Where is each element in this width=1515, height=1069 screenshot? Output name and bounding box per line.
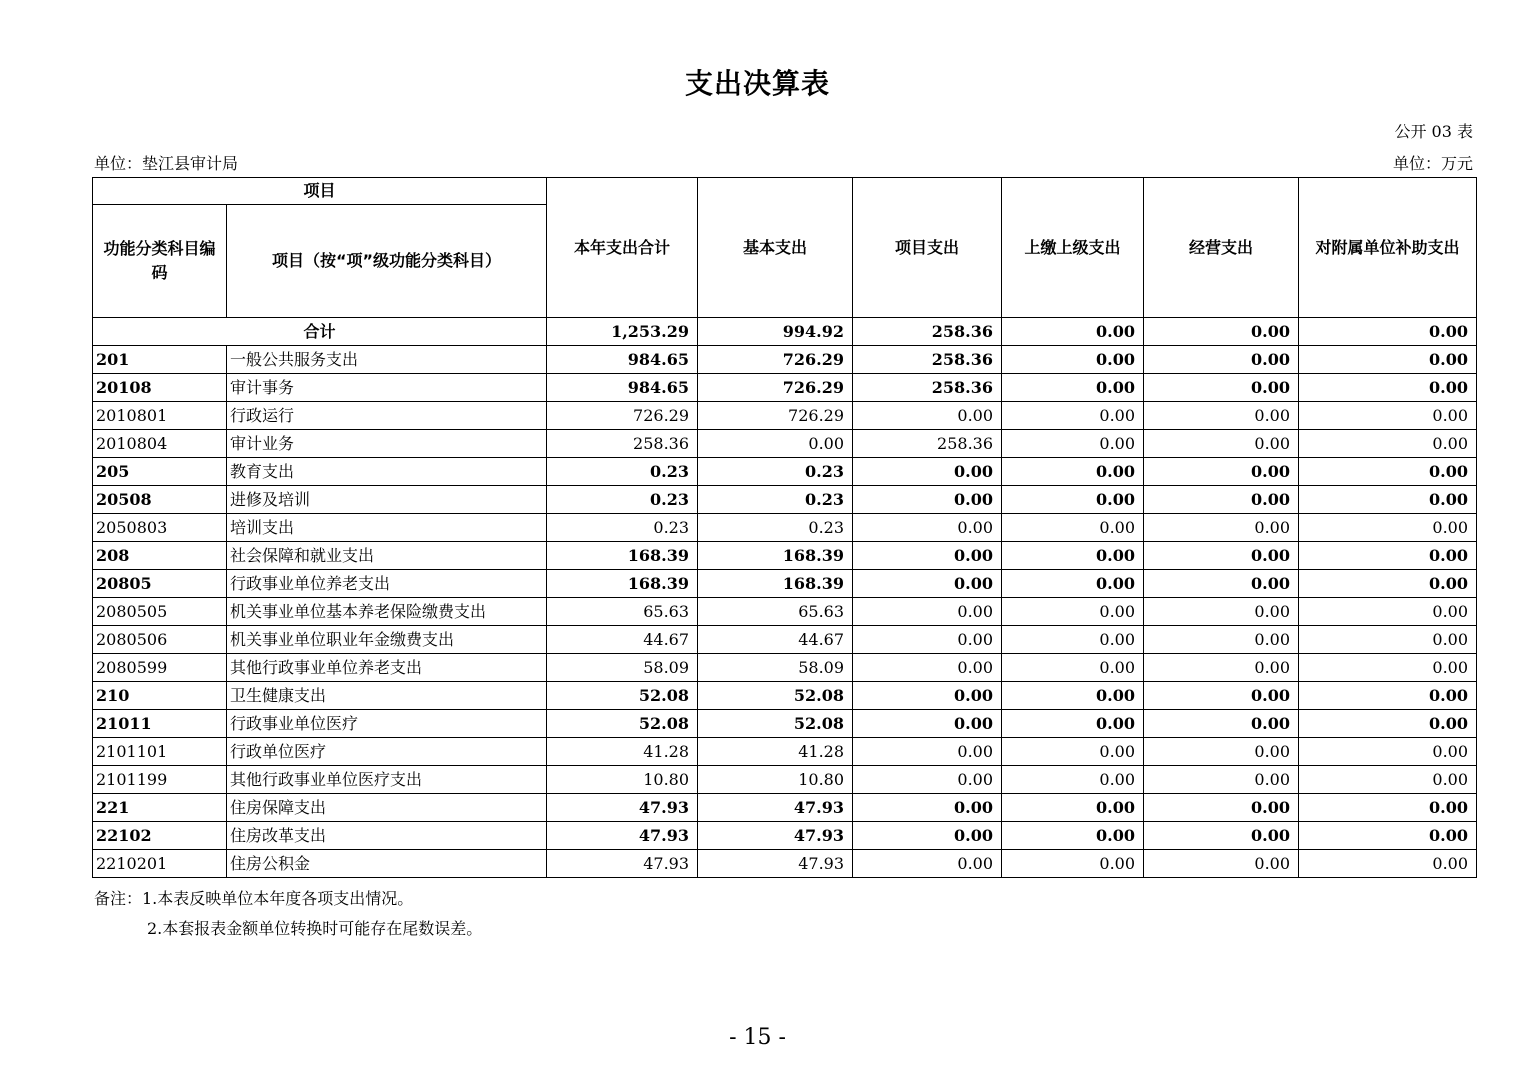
- row-value: 47.93: [547, 794, 698, 822]
- row-value: 726.29: [698, 346, 853, 374]
- row-code: 22102: [93, 822, 227, 850]
- row-value: 0.00: [1144, 402, 1299, 430]
- row-name: 住房改革支出: [227, 822, 547, 850]
- total-cell: 258.36: [853, 318, 1002, 346]
- table-row: [93, 794, 1477, 822]
- row-name: 行政事业单位养老支出: [227, 570, 547, 598]
- row-value: 0.00: [1299, 458, 1477, 486]
- row-code: 2101101: [93, 738, 227, 766]
- table-row: [93, 682, 1477, 710]
- row-name: 进修及培训: [227, 486, 547, 514]
- row-name: 机关事业单位基本养老保险缴费支出: [227, 598, 547, 626]
- table-row: [93, 346, 1477, 374]
- row-value: 0.00: [1299, 374, 1477, 402]
- row-value: 0.00: [1299, 486, 1477, 514]
- row-value: 47.93: [547, 822, 698, 850]
- row-value: 726.29: [698, 374, 853, 402]
- row-value: 0.00: [1144, 850, 1299, 878]
- row-value: 44.67: [698, 626, 853, 654]
- row-code: 2050803: [93, 514, 227, 542]
- row-value: 0.00: [853, 738, 1002, 766]
- table-row: [93, 430, 1477, 458]
- row-value: 52.08: [698, 682, 853, 710]
- row-value: 0.00: [1002, 850, 1144, 878]
- row-value: 726.29: [547, 402, 698, 430]
- row-code: 20508: [93, 486, 227, 514]
- row-value: 0.00: [1144, 654, 1299, 682]
- row-name: 其他行政事业单位医疗支出: [227, 766, 547, 794]
- row-value: 0.23: [547, 486, 698, 514]
- row-value: 0.00: [1299, 402, 1477, 430]
- row-value: 47.93: [698, 822, 853, 850]
- row-value: 0.00: [1002, 598, 1144, 626]
- header-col-basic: 基本支出: [698, 178, 853, 318]
- header-col-subsidy: 对附属单位补助支出: [1299, 178, 1477, 318]
- row-value: 258.36: [853, 346, 1002, 374]
- row-value: 984.65: [547, 346, 698, 374]
- row-value: 0.00: [853, 850, 1002, 878]
- header-col-remit: 上缴上级支出: [1002, 178, 1144, 318]
- row-value: 0.00: [853, 710, 1002, 738]
- row-value: 258.36: [853, 374, 1002, 402]
- row-value: 0.00: [1002, 458, 1144, 486]
- table-row: [93, 542, 1477, 570]
- table-row: [93, 486, 1477, 514]
- row-code: 2080505: [93, 598, 227, 626]
- row-value: 258.36: [853, 430, 1002, 458]
- row-code: 21011: [93, 710, 227, 738]
- row-value: 52.08: [698, 710, 853, 738]
- row-value: 0.00: [1299, 682, 1477, 710]
- row-value: 47.93: [698, 850, 853, 878]
- row-value: 0.00: [698, 430, 853, 458]
- total-cell: 0.00: [1002, 318, 1144, 346]
- row-value: 0.00: [1144, 458, 1299, 486]
- row-value: 0.00: [1002, 430, 1144, 458]
- row-value: 0.00: [853, 514, 1002, 542]
- row-value: 0.00: [1144, 822, 1299, 850]
- table-row: [93, 402, 1477, 430]
- total-cell: 1,253.29: [547, 318, 698, 346]
- row-value: 0.00: [1002, 570, 1144, 598]
- row-code: 2210201: [93, 850, 227, 878]
- row-name: 机关事业单位职业年金缴费支出: [227, 626, 547, 654]
- row-code: 208: [93, 542, 227, 570]
- row-value: 0.00: [853, 598, 1002, 626]
- header-col-project: 项目支出: [853, 178, 1002, 318]
- row-value: 47.93: [698, 794, 853, 822]
- form-number: 公开 03 表: [1394, 122, 1473, 141]
- row-value: 0.00: [1299, 850, 1477, 878]
- row-name: 审计业务: [227, 430, 547, 458]
- row-value: 44.67: [547, 626, 698, 654]
- row-value: 0.00: [1299, 514, 1477, 542]
- row-value: 0.00: [1299, 542, 1477, 570]
- total-row: [93, 318, 1477, 346]
- expenditure-table: [92, 177, 1477, 878]
- table-row: [93, 458, 1477, 486]
- row-value: 984.65: [547, 374, 698, 402]
- row-value: 0.23: [698, 458, 853, 486]
- note-line-1: 备注：1.本表反映单位本年度各项支出情况。: [94, 889, 414, 908]
- row-value: 0.23: [698, 514, 853, 542]
- row-value: 726.29: [698, 402, 853, 430]
- total-cell: 0.00: [1144, 318, 1299, 346]
- row-value: 10.80: [547, 766, 698, 794]
- row-code: 2010804: [93, 430, 227, 458]
- row-value: 0.00: [853, 794, 1002, 822]
- row-name: 其他行政事业单位养老支出: [227, 654, 547, 682]
- row-code: 2080506: [93, 626, 227, 654]
- row-value: 0.00: [1002, 794, 1144, 822]
- row-value: 0.00: [853, 766, 1002, 794]
- row-value: 0.00: [853, 654, 1002, 682]
- table-row: [93, 710, 1477, 738]
- row-value: 0.00: [1144, 542, 1299, 570]
- row-value: 0.00: [1299, 626, 1477, 654]
- table-row: [93, 374, 1477, 402]
- row-value: 0.00: [1002, 374, 1144, 402]
- row-value: 0.00: [1299, 598, 1477, 626]
- row-value: 0.00: [1002, 402, 1144, 430]
- row-value: 0.00: [1002, 654, 1144, 682]
- row-code: 2101199: [93, 766, 227, 794]
- row-value: 0.00: [1299, 654, 1477, 682]
- row-value: 0.00: [1002, 486, 1144, 514]
- row-code: 201: [93, 346, 227, 374]
- row-value: 0.00: [1144, 794, 1299, 822]
- row-value: 0.00: [1144, 430, 1299, 458]
- row-value: 0.00: [1299, 738, 1477, 766]
- table-row: [93, 570, 1477, 598]
- row-value: 52.08: [547, 710, 698, 738]
- unit-organization: 单位：垫江县审计局: [94, 154, 239, 173]
- unit-currency: 单位：万元: [1392, 154, 1473, 173]
- row-value: 0.00: [853, 570, 1002, 598]
- row-value: 0.00: [853, 458, 1002, 486]
- row-value: 0.00: [1144, 570, 1299, 598]
- row-name: 教育支出: [227, 458, 547, 486]
- row-value: 0.00: [1144, 766, 1299, 794]
- row-value: 0.00: [1299, 822, 1477, 850]
- row-value: 0.00: [1144, 598, 1299, 626]
- page-title: 支出决算表: [684, 67, 830, 100]
- row-value: 65.63: [698, 598, 853, 626]
- row-value: 0.00: [1002, 682, 1144, 710]
- row-value: 0.00: [1002, 822, 1144, 850]
- notes: [94, 884, 482, 944]
- row-value: 0.00: [1144, 738, 1299, 766]
- row-name: 行政运行: [227, 402, 547, 430]
- row-name: 行政事业单位医疗: [227, 710, 547, 738]
- row-value: 0.00: [1002, 626, 1144, 654]
- row-code: 2080599: [93, 654, 227, 682]
- row-value: 0.00: [1144, 486, 1299, 514]
- header-col-operating: 经营支出: [1144, 178, 1299, 318]
- row-value: 0.00: [853, 542, 1002, 570]
- table-row: [93, 626, 1477, 654]
- row-name: 卫生健康支出: [227, 682, 547, 710]
- row-value: 0.00: [853, 682, 1002, 710]
- row-value: 0.00: [1144, 346, 1299, 374]
- row-value: 0.00: [853, 822, 1002, 850]
- total-cell: 0.00: [1299, 318, 1477, 346]
- row-value: 0.00: [1299, 766, 1477, 794]
- row-value: 0.00: [1299, 710, 1477, 738]
- header-name: 项目（按“项”级功能分类科目）: [227, 205, 547, 318]
- row-value: 0.00: [1002, 346, 1144, 374]
- row-value: 0.00: [1144, 626, 1299, 654]
- total-label: 合计: [93, 318, 547, 346]
- row-value: 168.39: [547, 570, 698, 598]
- row-value: 258.36: [547, 430, 698, 458]
- table-row: [93, 738, 1477, 766]
- row-value: 0.00: [1299, 570, 1477, 598]
- row-name: 行政单位医疗: [227, 738, 547, 766]
- row-value: 58.09: [698, 654, 853, 682]
- note-line-2: 2.本套报表金额单位转换时可能存在尾数误差。: [147, 919, 483, 938]
- total-cell: 994.92: [698, 318, 853, 346]
- row-value: 10.80: [698, 766, 853, 794]
- row-code: 20108: [93, 374, 227, 402]
- row-value: 58.09: [547, 654, 698, 682]
- row-value: 0.00: [1299, 346, 1477, 374]
- table-row: [93, 850, 1477, 878]
- row-value: 0.23: [547, 458, 698, 486]
- row-code: 210: [93, 682, 227, 710]
- row-value: 0.00: [1002, 514, 1144, 542]
- row-value: 0.23: [547, 514, 698, 542]
- row-value: 168.39: [698, 542, 853, 570]
- row-value: 0.00: [1144, 710, 1299, 738]
- row-value: 0.00: [1002, 738, 1144, 766]
- row-value: 168.39: [547, 542, 698, 570]
- row-name: 住房公积金: [227, 850, 547, 878]
- row-value: 41.28: [698, 738, 853, 766]
- row-value: 52.08: [547, 682, 698, 710]
- header-col-total: 本年支出合计: [547, 178, 698, 318]
- row-value: 0.00: [1144, 682, 1299, 710]
- row-name: 培训支出: [227, 514, 547, 542]
- row-value: 0.23: [698, 486, 853, 514]
- page-number: - 15 -: [729, 1025, 786, 1050]
- row-code: 205: [93, 458, 227, 486]
- header-item-group: 项目: [93, 178, 547, 205]
- row-value: 0.00: [1002, 766, 1144, 794]
- row-value: 0.00: [1144, 514, 1299, 542]
- table-row: [93, 766, 1477, 794]
- row-code: 2010801: [93, 402, 227, 430]
- row-value: 0.00: [1299, 794, 1477, 822]
- row-value: 65.63: [547, 598, 698, 626]
- row-code: 20805: [93, 570, 227, 598]
- row-name: 住房保障支出: [227, 794, 547, 822]
- row-value: 0.00: [853, 402, 1002, 430]
- row-value: 168.39: [698, 570, 853, 598]
- table-row: [93, 822, 1477, 850]
- row-value: 0.00: [1002, 710, 1144, 738]
- row-value: 0.00: [1002, 542, 1144, 570]
- row-name: 一般公共服务支出: [227, 346, 547, 374]
- row-code: 221: [93, 794, 227, 822]
- row-value: 0.00: [1144, 374, 1299, 402]
- table-row: [93, 514, 1477, 542]
- row-name: 审计事务: [227, 374, 547, 402]
- table-row: [93, 654, 1477, 682]
- row-value: 0.00: [1299, 430, 1477, 458]
- row-value: 47.93: [547, 850, 698, 878]
- row-value: 0.00: [853, 486, 1002, 514]
- row-value: 41.28: [547, 738, 698, 766]
- row-name: 社会保障和就业支出: [227, 542, 547, 570]
- row-value: 0.00: [853, 626, 1002, 654]
- header-code: 功能分类科目编码: [93, 205, 227, 318]
- table-row: [93, 598, 1477, 626]
